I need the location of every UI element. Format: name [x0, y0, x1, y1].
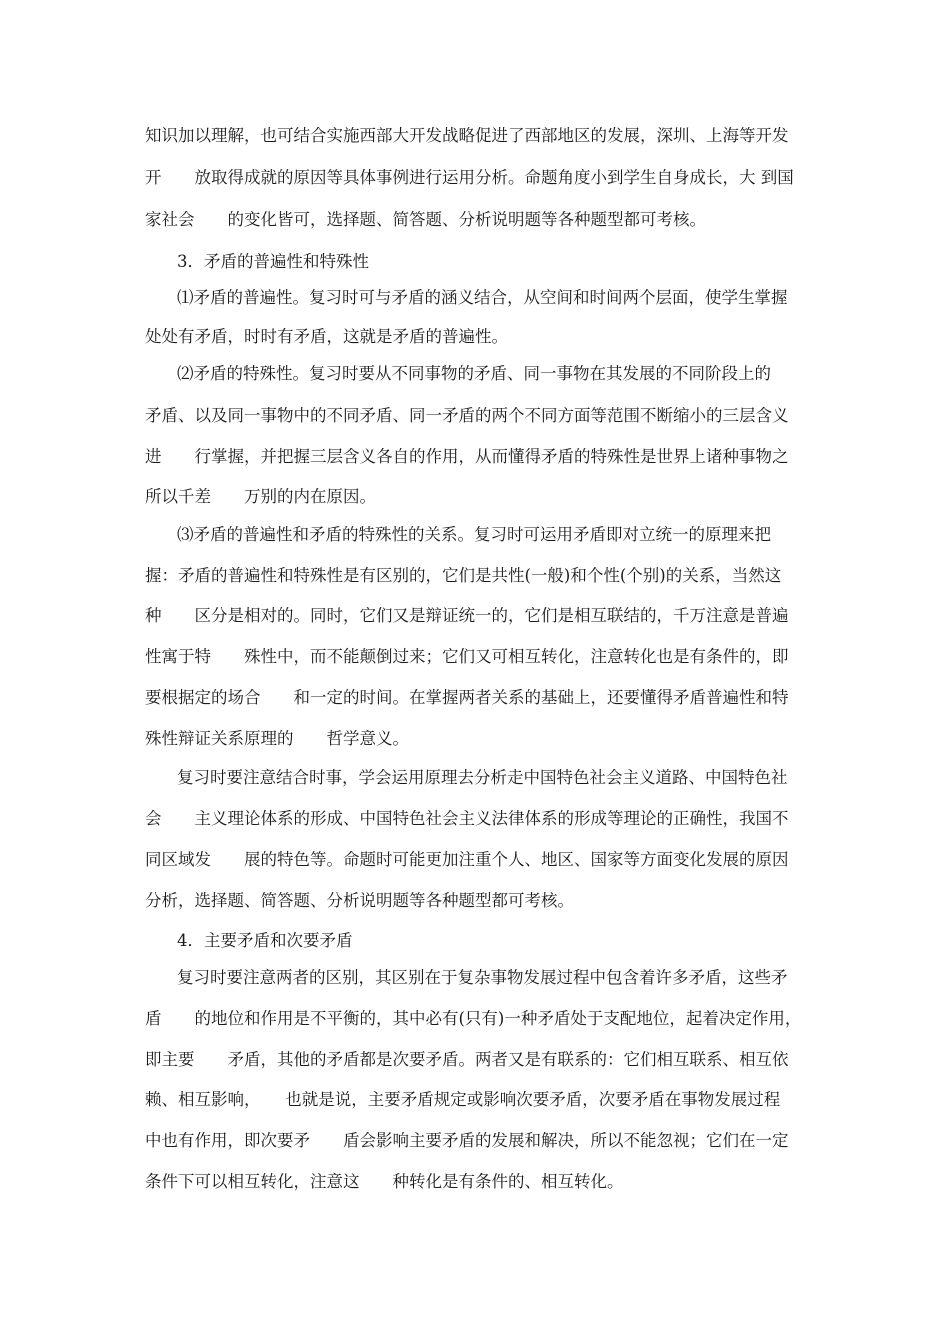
text-line: 性寓于特 殊性中，而不能颠倒过来；它们又可相互转化，注意转化也是有条件的，即 [145, 647, 789, 666]
text-line: ⑵矛盾的特殊性。复习时要从不同事物的矛盾、同一事物在其发展的不同阶段上的 [177, 364, 771, 383]
text-line: 复习时要注意结合时事，学会运用原理去分析走中国特色社会主义道路、中国特色社 [177, 768, 788, 787]
text-line: 知识加以理解，也可结合实施西部大开发战略促进了西部地区的发展，深圳、上海等开发 [145, 126, 789, 145]
text-line: ⑴矛盾的普遍性。复习时可与矛盾的涵义结合，从空间和时间两个层面，使学生掌握 [177, 288, 788, 307]
section-heading: 4．主要矛盾和次要矛盾 [177, 931, 353, 950]
text-line: 盾 的地位和作用是不平衡的，其中必有(只有)一种矛盾处于支配地位，起着决定作用， [145, 1009, 802, 1028]
text-line: 即主要 矛盾，其他的矛盾都是次要矛盾。两者又是有联系的：它们相互联系、相互依 [145, 1050, 789, 1069]
text-line: 复习时要注意两者的区别，其区别在于复杂事物发展过程中包含着许多矛盾，这些矛 [177, 968, 788, 987]
text-line: 所以千差 万别的内在原因。 [145, 487, 376, 506]
text-line: 同区域发 展的特色等。命题时可能更加注重个人、地区、国家等方面变化发展的原因 [145, 850, 789, 869]
text-line: 中也有作用，即次要矛 盾会影响主要矛盾的发展和解决，所以不能忽视；它们在一定 [145, 1131, 789, 1150]
text-line: 赖、相互影响， 也就是说，主要矛盾规定或影响次要矛盾，次要矛盾在事物发展过程 [145, 1090, 781, 1109]
text-line: 握：矛盾的普遍性和特殊性是有区别的，它们是共性(一般)和个性(个别)的关系，当然这 [145, 566, 782, 585]
text-line: 要根据定的场合 和一定的时间。在掌握两者关系的基础上，还要懂得矛盾普遍性和特 [145, 688, 789, 707]
text-line: 种 区分是相对的。同时，它们又是辩证统一的，它们是相互联结的，千万注意是普遍 [145, 606, 789, 625]
text-line: 殊性辩证关系原理的 哲学意义。 [145, 729, 409, 748]
text-line: 进 行掌握，并把握三层含义各自的作用，从而懂得矛盾的特殊性是世界上诸种事物之 [145, 447, 789, 466]
section-heading: 3．矛盾的普遍性和特殊性 [177, 252, 369, 271]
text-line: 矛盾、以及同一事物中的不同矛盾、同一矛盾的两个不同方面等范围不断缩小的三层含义 [145, 406, 789, 425]
text-line: 处处有矛盾，时时有矛盾，这就是矛盾的普遍性。 [145, 327, 508, 346]
text-line: 开 放取得成就的原因等具体事例进行运用分析。命题角度小到学生自身成长，大 到国 [145, 168, 794, 187]
text-line: 条件下可以相互转化，注意这 种转化是有条件的、相互转化。 [145, 1172, 624, 1191]
text-line: 会 主义理论体系的形成、中国特色社会主义法律体系的形成等理论的正确性，我国不 [145, 809, 789, 828]
text-line: ⑶矛盾的普遍性和矛盾的特殊性的关系。复习时可运用矛盾即对立统一的原理来把 [177, 525, 771, 544]
text-line: 家社会 的变化皆可，选择题、简答题、分析说明题等各种题型都可考核。 [145, 210, 706, 229]
text-line: 分析，选择题、简答题、分析说明题等各种题型都可考核。 [145, 891, 574, 910]
